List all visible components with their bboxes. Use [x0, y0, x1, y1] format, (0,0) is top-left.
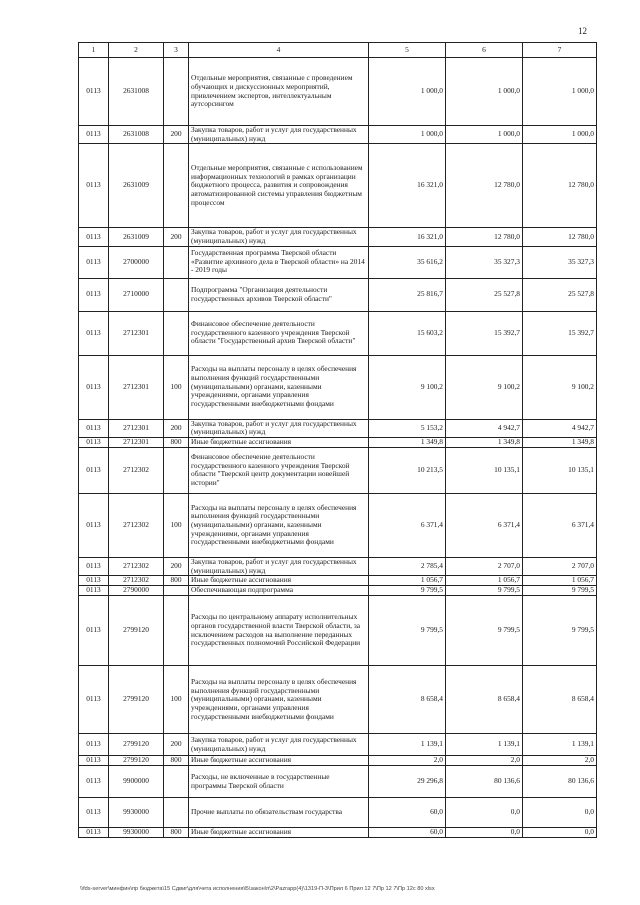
code-expense-type-cell: 800 — [164, 437, 189, 447]
amount-col6-cell: 0,0 — [446, 798, 523, 828]
table-row — [79, 493, 597, 557]
expense-name-cell: Подпрограмма "Организация деятельности государственных архивов Тверской области" — [189, 278, 369, 311]
expense-name-cell: Закупка товаров, работ и услуг для государственных (муниципальных) нужд — [189, 126, 369, 144]
column-header: 6 — [446, 43, 523, 58]
code-expense-type-cell: 800 — [164, 576, 189, 586]
code-target-cell: 2712301 — [109, 311, 164, 355]
amount-col6-cell: 12 780,0 — [446, 144, 523, 228]
header-row — [79, 43, 597, 58]
amount-col7-cell: 2,0 — [523, 756, 597, 766]
code-expense-type-cell: 800 — [164, 756, 189, 766]
amount-col6-cell: 15 392,7 — [446, 311, 523, 355]
code-target-cell: 2700000 — [109, 246, 164, 278]
expense-name-cell: Расходы на выплаты персоналу в целях обеспечения выполнения функций государственными (муниципальными) органами, казенными учреждениями, органами управления государственными внебюджетными фондами — [189, 355, 369, 419]
code-expense-type-cell: 100 — [164, 355, 189, 419]
amount-col7-cell: 9 799,5 — [523, 596, 597, 666]
table-row — [79, 419, 597, 437]
table-row — [79, 576, 597, 586]
amount-col5-cell: 1 000,0 — [369, 126, 446, 144]
table-row — [79, 756, 597, 766]
amount-col7-cell: 1 056,7 — [523, 576, 597, 586]
code-section-cell: 0113 — [79, 798, 109, 828]
amount-col5-cell: 1 349,8 — [369, 437, 446, 447]
amount-col6-cell: 1 000,0 — [446, 58, 523, 126]
code-expense-type-cell: 100 — [164, 493, 189, 557]
amount-col5-cell: 10 213,5 — [369, 447, 446, 493]
expense-name-cell: Закупка товаров, работ и услуг для государственных (муниципальных) нужд — [189, 228, 369, 246]
code-expense-type-cell — [164, 144, 189, 228]
amount-col7-cell: 6 371,4 — [523, 493, 597, 557]
code-target-cell: 2710000 — [109, 278, 164, 311]
column-header: 5 — [369, 43, 446, 58]
table-row — [79, 278, 597, 311]
expense-name-cell: Расходы по центральному аппарату исполнительных органов государственной власти Тверской области, за исключением расходов на выполнение переданных государственных полномочий Российской Федерации — [189, 596, 369, 666]
expense-name-cell: Иные бюджетные ассигнования — [189, 437, 369, 447]
amount-col6-cell: 1 000,0 — [446, 126, 523, 144]
code-target-cell: 9900000 — [109, 766, 164, 798]
amount-col7-cell: 80 136,6 — [523, 766, 597, 798]
amount-col7-cell: 25 527,8 — [523, 278, 597, 311]
amount-col7-cell: 0,0 — [523, 828, 597, 838]
amount-col6-cell: 4 942,7 — [446, 419, 523, 437]
code-expense-type-cell — [164, 447, 189, 493]
expense-name-cell: Иные бюджетные ассигнования — [189, 828, 369, 838]
amount-col7-cell: 4 942,7 — [523, 419, 597, 437]
table-row — [79, 447, 597, 493]
amount-col5-cell: 9 799,5 — [369, 586, 446, 596]
table-row — [79, 58, 597, 126]
amount-col7-cell: 2 707,0 — [523, 557, 597, 575]
expense-name-cell: Финансовое обеспечение деятельности государственного казенного учреждения Тверской области "Государственный архив Тверской области" — [189, 311, 369, 355]
code-target-cell: 9930000 — [109, 798, 164, 828]
code-section-cell: 0113 — [79, 447, 109, 493]
table-row — [79, 246, 597, 278]
column-header: 3 — [164, 43, 189, 58]
code-section-cell: 0113 — [79, 311, 109, 355]
code-section-cell: 0113 — [79, 355, 109, 419]
code-expense-type-cell — [164, 278, 189, 311]
amount-col6-cell: 10 135,1 — [446, 447, 523, 493]
table-row — [79, 586, 597, 596]
code-expense-type-cell — [164, 58, 189, 126]
amount-col6-cell: 1 139,1 — [446, 734, 523, 756]
expense-name-cell: Расходы, не включенные в государственные программы Тверской области — [189, 766, 369, 798]
amount-col7-cell: 35 327,3 — [523, 246, 597, 278]
amount-col6-cell: 80 136,6 — [446, 766, 523, 798]
column-header: 2 — [109, 43, 164, 58]
code-expense-type-cell: 800 — [164, 828, 189, 838]
amount-col6-cell: 9 799,5 — [446, 586, 523, 596]
code-target-cell: 2631008 — [109, 126, 164, 144]
code-expense-type-cell: 100 — [164, 666, 189, 734]
amount-col5-cell: 60,0 — [369, 828, 446, 838]
column-header: 4 — [189, 43, 369, 58]
code-target-cell: 9930000 — [109, 828, 164, 838]
table-row — [79, 666, 597, 734]
expense-name-cell: Закупка товаров, работ и услуг для государственных (муниципальных) нужд — [189, 557, 369, 575]
amount-col5-cell: 6 371,4 — [369, 493, 446, 557]
code-target-cell: 2790000 — [109, 586, 164, 596]
code-expense-type-cell: 200 — [164, 419, 189, 437]
amount-col5-cell: 9 799,5 — [369, 596, 446, 666]
code-expense-type-cell: 200 — [164, 557, 189, 575]
amount-col7-cell: 12 780,0 — [523, 144, 597, 228]
code-target-cell: 2712301 — [109, 419, 164, 437]
code-target-cell: 2799120 — [109, 756, 164, 766]
amount-col5-cell: 16 321,0 — [369, 228, 446, 246]
expense-name-cell: Иные бюджетные ассигнования — [189, 576, 369, 586]
expense-name-cell: Закупка товаров, работ и услуг для государственных (муниципальных) нужд — [189, 419, 369, 437]
code-target-cell: 2631008 — [109, 58, 164, 126]
table-row — [79, 557, 597, 575]
table-row — [79, 126, 597, 144]
amount-col7-cell: 12 780,0 — [523, 228, 597, 246]
code-target-cell: 2799120 — [109, 596, 164, 666]
amount-col7-cell: 1 139,1 — [523, 734, 597, 756]
code-section-cell: 0113 — [79, 666, 109, 734]
code-section-cell: 0113 — [79, 576, 109, 586]
code-section-cell: 0113 — [79, 734, 109, 756]
code-expense-type-cell — [164, 766, 189, 798]
amount-col6-cell: 35 327,3 — [446, 246, 523, 278]
column-header: 1 — [79, 43, 109, 58]
amount-col5-cell: 1 000,0 — [369, 58, 446, 126]
amount-col6-cell: 8 658,4 — [446, 666, 523, 734]
code-expense-type-cell — [164, 311, 189, 355]
budget-table — [78, 42, 597, 838]
code-section-cell: 0113 — [79, 493, 109, 557]
amount-col6-cell: 9 799,5 — [446, 596, 523, 666]
amount-col5-cell: 2,0 — [369, 756, 446, 766]
code-target-cell: 2712302 — [109, 493, 164, 557]
code-section-cell: 0113 — [79, 144, 109, 228]
amount-col7-cell: 1 000,0 — [523, 58, 597, 126]
code-section-cell: 0113 — [79, 828, 109, 838]
amount-col5-cell: 60,0 — [369, 798, 446, 828]
amount-col6-cell: 6 371,4 — [446, 493, 523, 557]
page-number: 12 — [578, 26, 587, 36]
code-target-cell: 2712302 — [109, 576, 164, 586]
amount-col5-cell: 29 296,8 — [369, 766, 446, 798]
expense-name-cell: Отдельные мероприятия, связанные с проведением обучающих и дискуссионных мероприятий, привлечением экспертов, интеллектуальным аутсорсингом — [189, 58, 369, 126]
amount-col5-cell: 25 816,7 — [369, 278, 446, 311]
column-header: 7 — [523, 43, 597, 58]
code-target-cell: 2799120 — [109, 734, 164, 756]
amount-col5-cell: 1 056,7 — [369, 576, 446, 586]
code-expense-type-cell: 200 — [164, 126, 189, 144]
code-section-cell: 0113 — [79, 126, 109, 144]
amount-col5-cell: 15 603,2 — [369, 311, 446, 355]
code-section-cell: 0113 — [79, 586, 109, 596]
amount-col5-cell: 1 139,1 — [369, 734, 446, 756]
code-target-cell: 2799120 — [109, 666, 164, 734]
expense-name-cell: Прочие выплаты по обязательствам государства — [189, 798, 369, 828]
amount-col6-cell: 1 349,8 — [446, 437, 523, 447]
table-row — [79, 828, 597, 838]
code-section-cell: 0113 — [79, 766, 109, 798]
expense-name-cell: Расходы на выплаты персоналу в целях обеспечения выполнения функций государственными (муниципальными) органами, казенными учреждениями, органами управления государственными внебюджетными фондами — [189, 493, 369, 557]
amount-col5-cell: 2 785,4 — [369, 557, 446, 575]
code-target-cell: 2712302 — [109, 557, 164, 575]
amount-col6-cell: 2 707,0 — [446, 557, 523, 575]
amount-col5-cell: 16 321,0 — [369, 144, 446, 228]
code-expense-type-cell: 200 — [164, 734, 189, 756]
expense-name-cell: Закупка товаров, работ и услуг для государственных (муниципальных) нужд — [189, 734, 369, 756]
code-expense-type-cell — [164, 586, 189, 596]
code-target-cell: 2631009 — [109, 228, 164, 246]
amount-col6-cell: 9 100,2 — [446, 355, 523, 419]
code-section-cell: 0113 — [79, 756, 109, 766]
code-target-cell: 2631009 — [109, 144, 164, 228]
amount-col7-cell: 9 100,2 — [523, 355, 597, 419]
amount-col7-cell: 1 000,0 — [523, 126, 597, 144]
file-path-footer: \\fds-server\минфин\пр бюджета\15 Сдвиг\для\чета исполнения\Б\закон\п\2\Pazrapp(4)\1319-П-3\Прил 6 Прил 12 7\Пр 12 7\Пр 12с 80 xlsx — [80, 886, 435, 892]
expense-name-cell: Отдельные мероприятия, связанные с использованием информационных технологий в рамках организации бюджетного процесса, развития и сопровождения автоматизированной системы управления бюджетным процессом — [189, 144, 369, 228]
amount-col7-cell: 1 349,8 — [523, 437, 597, 447]
code-section-cell: 0113 — [79, 246, 109, 278]
table-row — [79, 355, 597, 419]
amount-col6-cell: 12 780,0 — [446, 228, 523, 246]
amount-col6-cell: 0,0 — [446, 828, 523, 838]
code-section-cell: 0113 — [79, 228, 109, 246]
amount-col5-cell: 9 100,2 — [369, 355, 446, 419]
amount-col7-cell: 0,0 — [523, 798, 597, 828]
amount-col7-cell: 10 135,1 — [523, 447, 597, 493]
expense-name-cell: Обеспечивающая подпрограмма — [189, 586, 369, 596]
table-row — [79, 766, 597, 798]
expense-name-cell: Финансовое обеспечение деятельности государственного казенного учреждения Тверской области "Тверской центр документации новейшей истории" — [189, 447, 369, 493]
table-row — [79, 798, 597, 828]
code-expense-type-cell — [164, 798, 189, 828]
code-target-cell: 2712301 — [109, 437, 164, 447]
amount-col7-cell: 15 392,7 — [523, 311, 597, 355]
code-target-cell: 2712302 — [109, 447, 164, 493]
code-expense-type-cell: 200 — [164, 228, 189, 246]
amount-col5-cell: 35 616,2 — [369, 246, 446, 278]
table-row — [79, 596, 597, 666]
amount-col6-cell: 2,0 — [446, 756, 523, 766]
table-row — [79, 311, 597, 355]
amount-col5-cell: 5 153,2 — [369, 419, 446, 437]
amount-col6-cell: 1 056,7 — [446, 576, 523, 586]
amount-col5-cell: 8 658,4 — [369, 666, 446, 734]
code-target-cell: 2712301 — [109, 355, 164, 419]
code-section-cell: 0113 — [79, 278, 109, 311]
amount-col7-cell: 9 799,5 — [523, 586, 597, 596]
table-row — [79, 144, 597, 228]
amount-col7-cell: 8 658,4 — [523, 666, 597, 734]
table-row — [79, 437, 597, 447]
code-section-cell: 0113 — [79, 437, 109, 447]
code-section-cell: 0113 — [79, 58, 109, 126]
code-section-cell: 0113 — [79, 419, 109, 437]
expense-name-cell: Расходы на выплаты персоналу в целях обеспечения выполнения функций государственными (муниципальными) органами, казенными учреждениями, органами управления государственными внебюджетными фондами — [189, 666, 369, 734]
code-section-cell: 0113 — [79, 557, 109, 575]
table-row — [79, 734, 597, 756]
expense-name-cell: Государственная программа Тверской области «Развитие архивного дела в Тверской области» на 2014 - 2019 годы — [189, 246, 369, 278]
code-expense-type-cell — [164, 246, 189, 278]
code-expense-type-cell — [164, 596, 189, 666]
code-section-cell: 0113 — [79, 596, 109, 666]
expense-name-cell: Иные бюджетные ассигнования — [189, 756, 369, 766]
table-row — [79, 228, 597, 246]
amount-col6-cell: 25 527,8 — [446, 278, 523, 311]
